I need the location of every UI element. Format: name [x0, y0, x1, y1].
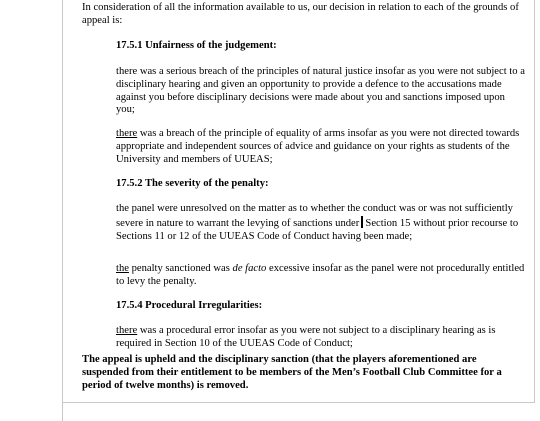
page-border-bottom: [62, 402, 535, 403]
section-heading-severity: 17.5.2 The severity of the penalty:: [116, 178, 269, 189]
section-heading-unfairness: 17.5.1 Unfairness of the judgement:: [116, 40, 277, 51]
paragraph-body-start: the panel were unresolved on the matter as to whether the conduct was or was not sufficiently severe in nature to warrant the levying of sanctions under: [116, 203, 513, 229]
leading-word: there: [116, 325, 138, 336]
paragraph-body-start: penalty sanctioned was: [128, 263, 233, 274]
page-border-right: [534, 0, 535, 402]
section-heading-procedural: 17.5.4 Procedural Irregularities:: [116, 300, 263, 311]
paragraph-body-end: Section 15 without prior recourse to Sections 11 or 12 of the UUEAS Code of Conduct having been made;: [116, 217, 519, 242]
procedural-error-paragraph: [116, 325, 526, 351]
conclusion-paragraph: The appeal is upheld and the disciplinary sanction (that the players aforementioned are suspended from their entitlement to be members of the Men’s Football Club Committee for a period of twelve months) is removed.: [82, 354, 502, 391]
page-border-left: [62, 0, 63, 421]
paragraph-body: was a procedural error insofar as you were not subject to a disciplinary hearing as is required in Section 10 of the UUEAS Code of Conduct;: [116, 325, 496, 349]
severity-unresolved-paragraph: [116, 203, 526, 243]
paragraph-body-end: excessive insofar as the panel were not procedurally entitled to levy the penalty.: [116, 263, 525, 287]
leading-word: the: [116, 263, 129, 274]
unfairness-equality-of-arms-paragraph: [116, 128, 526, 166]
intro-paragraph: In consideration of all the information available to us, our decision in relation to each of the grounds of appeal is:: [82, 2, 519, 26]
italic-term: de facto: [232, 263, 267, 274]
paragraph-body: was a breach of the principle of equality of arms insofar as you were not directed towards appropriate and independent sources of advice and guidance on your rights as students of the University and members of UUEAS;: [116, 128, 520, 165]
leading-word: there: [116, 128, 138, 139]
unfairness-natural-justice-paragraph: there was a serious breach of the principles of natural justice insofar as you were not subject to a disciplinary hearing and given an opportunity to provide a defence to the accusations made against you before disciplinary decisions were made about you and sanctions imposed upon you;: [116, 66, 525, 116]
severity-excessive-paragraph: [116, 263, 526, 289]
